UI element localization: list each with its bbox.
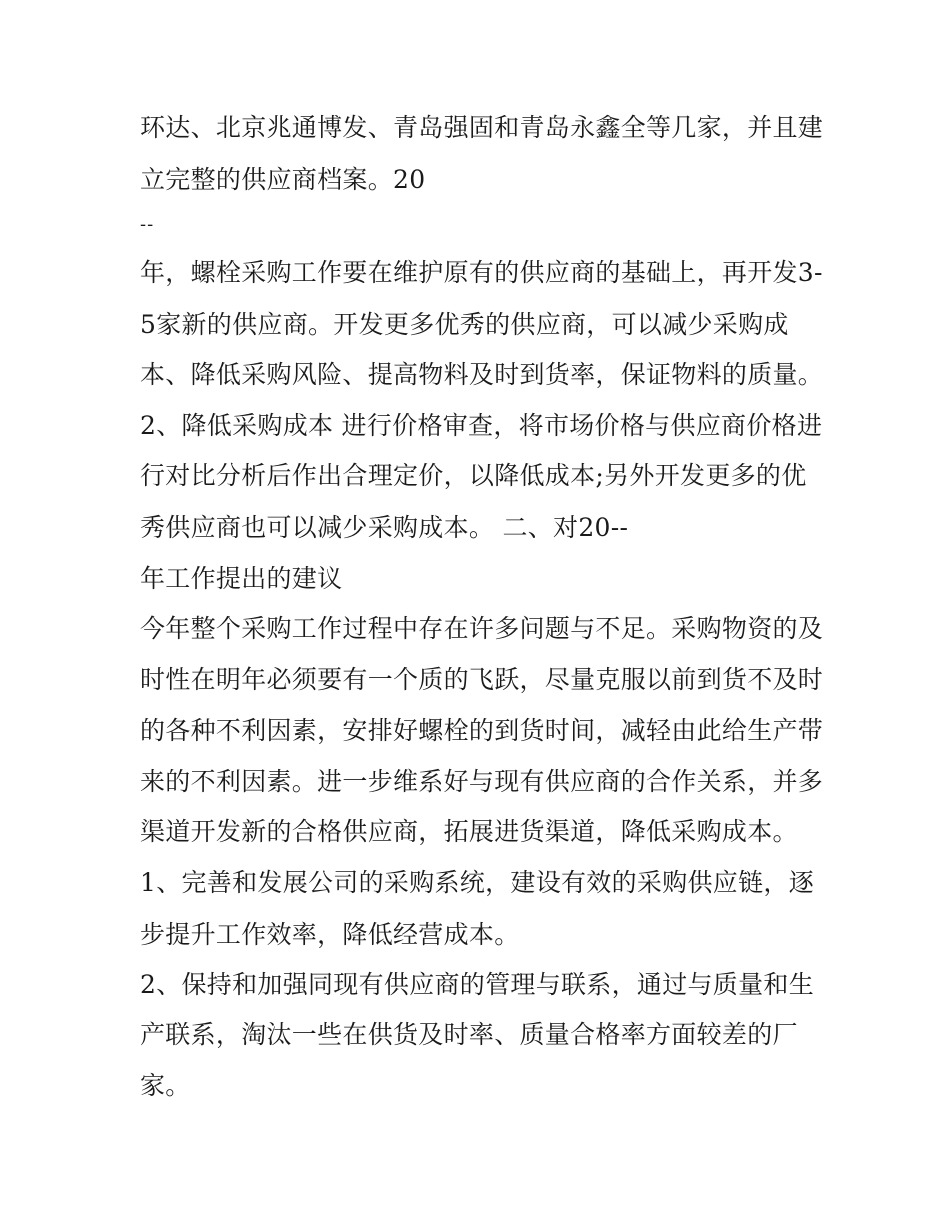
text-line-3: --	[140, 214, 155, 235]
text-line-4: 年，螺栓采购工作要在维护原有的供应商的基础上，再开发3-	[140, 258, 823, 287]
text-line-15: 渠道开发新的合格供应商，拓展进货渠道，降低采购成本。	[140, 817, 798, 846]
text-line-6: 本、降低采购风险、提高物料及时到货率，保证物料的质量。	[140, 360, 824, 389]
text-line-17: 步提升工作效率，降低经营成本。	[140, 920, 520, 949]
text-line-13: 的各种不利因素，安排好螺栓的到货时间，减轻由此给生产带	[140, 716, 824, 745]
text-line-10: 年工作提出的建议	[140, 564, 343, 593]
text-line-5: 5家新的供应商。开发更多优秀的供应商，可以减少采购成	[140, 310, 789, 339]
text-line-16: 1、完善和发展公司的采购系统，建设有效的采购供应链，逐	[140, 868, 815, 897]
text-line-1: 环达、北京兆通博发、青岛强固和青岛永鑫全等几家，并且建	[140, 113, 824, 142]
text-line-11: 今年整个采购工作过程中存在许多问题与不足。采购物资的及	[140, 614, 824, 643]
text-line-8: 行对比分析后作出合理定价，以降低成本;另外开发更多的优	[140, 461, 807, 490]
text-line-14: 来的不利因素。进一步维系好与现有供应商的合作关系，并多	[140, 767, 824, 796]
text-line-12: 时性在明年必须要有一个质的飞跃，尽量克服以前到货不及时	[140, 665, 824, 694]
text-line-18: 2、保持和加强同现有供应商的管理与联系，通过与质量和生	[140, 970, 815, 999]
text-line-2: 立完整的供应商档案。20	[140, 165, 426, 194]
text-line-20: 家。	[140, 1071, 191, 1100]
text-line-19: 产联系，淘汰一些在供货及时率、质量合格率方面较差的厂	[140, 1020, 798, 1049]
text-line-7: 2、降低采购成本 进行价格审查，将市场价格与供应商价格进	[140, 411, 823, 440]
text-line-9: 秀供应商也可以减少采购成本。 二、对20--	[140, 513, 629, 542]
